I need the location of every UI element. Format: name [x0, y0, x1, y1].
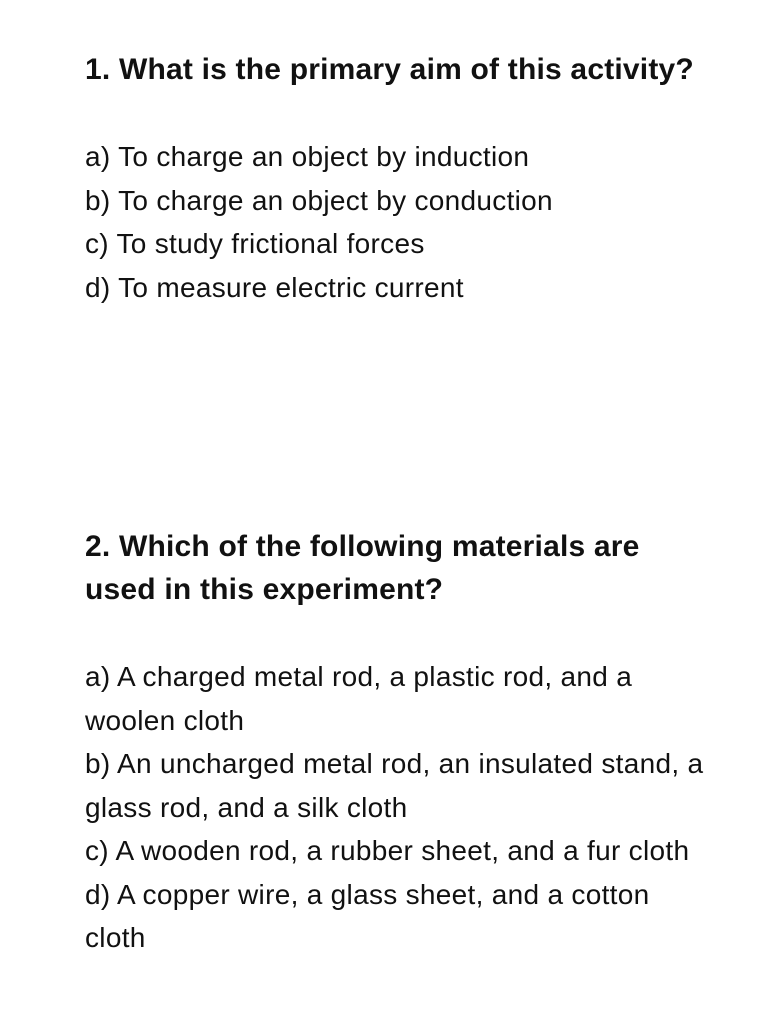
option-a: a) To charge an object by induction [85, 141, 530, 172]
option-b: b) To charge an object by conduction [85, 184, 553, 216]
question-title: 2. Which of the following materials are used in this experiment? [85, 530, 640, 606]
option-b: b) An uncharged metal rod, an insulated stand, a glass rod, and a silk cloth [85, 748, 704, 823]
option-c: c) To study frictional forces [85, 228, 425, 259]
option-c: c) A wooden rod, a rubber sheet, and a fur cloth [85, 835, 690, 866]
question-title: 1. What is the primary aim of this activity? [85, 53, 694, 86]
option-d: d) To measure electric current [85, 271, 464, 303]
question-2 [85, 525, 705, 960]
question-1 [85, 48, 705, 309]
option-list [85, 655, 705, 960]
option-a: a) A charged metal rod, a plastic rod, and a woolen cloth [85, 661, 633, 736]
option-d: d) A copper wire, a glass sheet, and a cotton cloth [85, 878, 650, 953]
option-list [85, 135, 705, 309]
